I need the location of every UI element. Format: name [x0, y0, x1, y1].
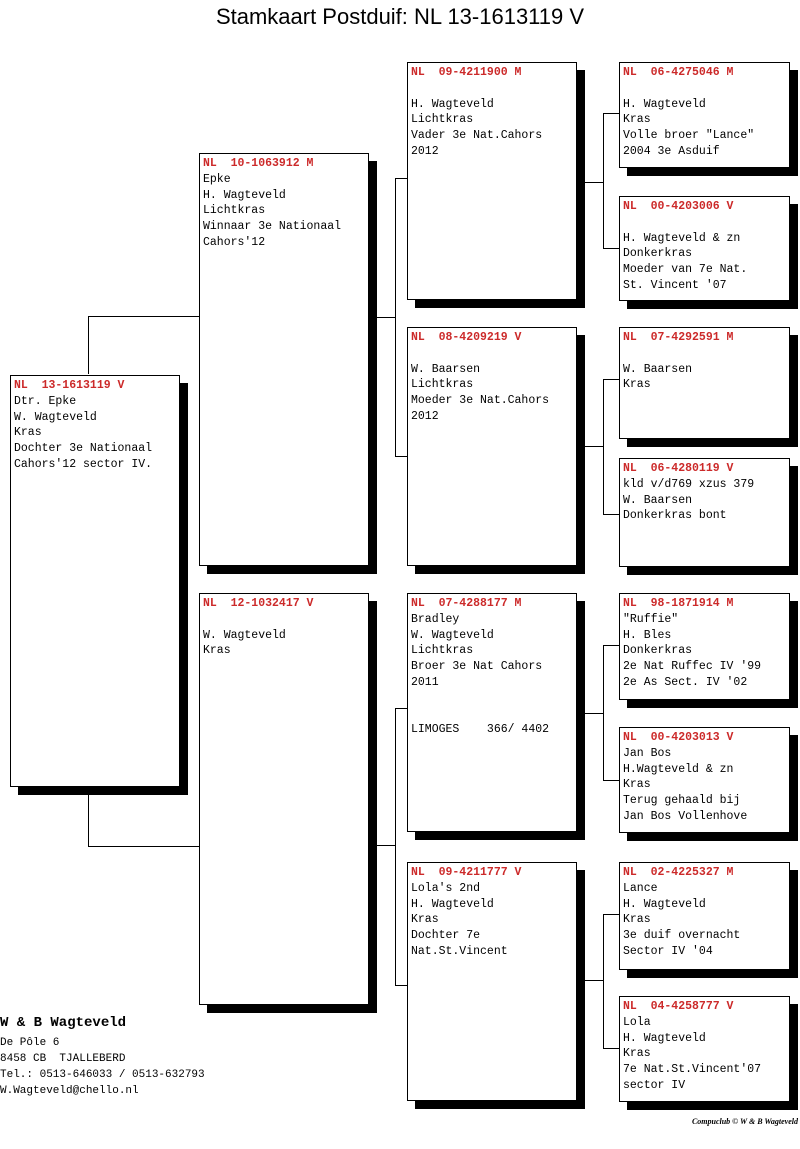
ring-number: NL 10-1063912 M: [203, 157, 314, 170]
pigeon-card-fff: [619, 62, 790, 168]
connector-mother-out: [377, 845, 395, 846]
connector-mf-out: [585, 713, 603, 714]
info-line: Lichtkras: [411, 113, 474, 127]
ring-number: NL 13-1613119 V: [14, 379, 125, 392]
info-line: 7e Nat.St.Vincent'07: [623, 1063, 762, 1077]
ring-number: NL 04-4258777 V: [623, 1000, 734, 1013]
connector-mm-branch: [603, 914, 604, 1048]
info-line: Kras: [623, 113, 651, 127]
owner-info: [0, 1015, 205, 1099]
pigeon-card-ffm: [619, 196, 790, 301]
connector-to-mm: [395, 985, 407, 986]
info-line: Lichtkras: [203, 204, 266, 218]
connector-to-mmf: [603, 914, 619, 915]
pigeon-card-father: [199, 153, 369, 566]
connector-ff-branch: [603, 113, 604, 248]
info-line: Nat.St.Vincent: [411, 944, 508, 958]
connector-to-mf: [395, 708, 407, 709]
connector-subject-lower: [88, 793, 89, 846]
info-line: H. Wagteveld: [623, 97, 706, 111]
info-line: Lola: [623, 1015, 651, 1029]
pigeon-card-mfm: [619, 727, 790, 833]
info-line: 2e As Sect. IV '02: [623, 675, 748, 689]
info-line: 2004 3e Asduif: [623, 144, 720, 158]
info-line: 3e duif overnacht: [623, 929, 741, 943]
info-line: Kras: [14, 426, 42, 440]
connector-to-mff: [603, 645, 619, 646]
info-line: W. Baarsen: [623, 493, 693, 507]
info-line: Kras: [203, 644, 231, 658]
ring-number: NL 06-4280119 V: [623, 462, 734, 475]
info-line: 2011: [411, 675, 439, 689]
info-line: Sector IV '04: [623, 944, 713, 958]
connector-to-ffm: [603, 248, 619, 249]
info-line: Cahors'12: [203, 235, 266, 249]
ring-number: NL 12-1032417 V: [203, 597, 314, 610]
ring-number: NL 02-4225327 M: [623, 866, 734, 879]
connector-fm-out: [585, 446, 603, 447]
info-line: Kras: [623, 1047, 651, 1061]
pigeon-card-subject: [10, 375, 180, 787]
info-line: 2012: [411, 144, 439, 158]
info-line: Broer 3e Nat Cahors: [411, 660, 543, 674]
owner-city: 8458 CB TJALLEBERD: [0, 1053, 126, 1065]
info-line: Lichtkras: [411, 644, 474, 658]
info-line: St. Vincent '07: [623, 278, 727, 292]
connector-ff-out: [585, 182, 603, 183]
ring-number: NL 98-1871914 M: [623, 597, 734, 610]
info-line: Moeder 3e Nat.Cahors: [411, 394, 550, 408]
info-line: Donkerkras: [623, 644, 693, 658]
info-line: H.Wagteveld & zn: [623, 762, 734, 776]
connector-to-fmf: [603, 379, 619, 380]
info-line: H. Bles: [623, 628, 672, 642]
connector-to-ff: [395, 178, 407, 179]
pigeon-card-mmf: [619, 862, 790, 970]
footer-credit: Compuclub © W & B Wagteveld: [691, 1117, 798, 1126]
connector-to-father: [88, 316, 199, 317]
owner-phone: Tel.: 0513-646033 / 0513-632793: [0, 1069, 205, 1081]
info-line: Epke: [203, 172, 231, 186]
info-line: Lance: [623, 881, 658, 895]
info-line: W. Wagteveld: [203, 628, 286, 642]
connector-to-fm: [395, 456, 407, 457]
ring-number: NL 08-4209219 V: [411, 331, 522, 344]
ring-number: NL 00-4203013 V: [623, 731, 734, 744]
info-line: kld v/d769 xzus 379: [623, 477, 755, 491]
info-line: Volle broer "Lance": [623, 129, 755, 143]
info-line: Jan Bos Vollenhove: [623, 809, 748, 823]
info-line: Donkerkras: [623, 247, 693, 261]
ring-number: NL 00-4203006 V: [623, 200, 734, 213]
info-line: Kras: [623, 913, 651, 927]
connector-mf-branch: [603, 645, 604, 780]
info-line: Cahors'12 sector IV.: [14, 457, 153, 471]
info-line: 2012: [411, 409, 439, 423]
pigeon-card-mmm: [619, 996, 790, 1102]
connector-mm-out: [585, 980, 603, 981]
pigeon-card-fmf: [619, 327, 790, 439]
info-line: H. Wagteveld: [623, 1031, 706, 1045]
info-line: "Ruffie": [623, 612, 679, 626]
info-line: H. Wagteveld: [411, 97, 494, 111]
connector-to-fmm: [603, 514, 619, 515]
ring-number: NL 09-4211900 M: [411, 66, 522, 79]
info-line: H. Wagteveld & zn: [623, 231, 741, 245]
info-line: Lola's 2nd: [411, 881, 481, 895]
pigeon-card-ff: [407, 62, 577, 300]
info-line: H. Wagteveld: [623, 897, 706, 911]
info-line: Kras: [623, 778, 651, 792]
info-line: W. Wagteveld: [14, 410, 97, 424]
info-line: Winnaar 3e Nationaal: [203, 220, 342, 234]
info-line: Kras: [623, 378, 651, 392]
ring-number: NL 07-4288177 M: [411, 597, 522, 610]
pigeon-card-mother: [199, 593, 369, 1005]
info-line: W. Wagteveld: [411, 628, 494, 642]
connector-father-out: [377, 317, 395, 318]
owner-name: W & B Wagteveld: [0, 1015, 127, 1031]
connector-to-mfm: [603, 780, 619, 781]
info-line: H. Wagteveld: [411, 897, 494, 911]
pigeon-card-mff: [619, 593, 790, 700]
info-line: Moeder van 7e Nat.: [623, 263, 748, 277]
ring-number: NL 07-4292591 M: [623, 331, 734, 344]
ring-number: NL 09-4211777 V: [411, 866, 522, 879]
connector-to-fff: [603, 113, 619, 114]
info-line: Dtr. Epke: [14, 394, 77, 408]
info-line: W. Baarsen: [623, 362, 693, 376]
race-result: LIMOGES 366/ 4402: [411, 723, 550, 737]
info-line: Donkerkras bont: [623, 509, 727, 523]
pigeon-card-fmm: [619, 458, 790, 567]
pigeon-card-mf: [407, 593, 577, 832]
info-line: Kras: [411, 913, 439, 927]
connector-to-mmm: [603, 1048, 619, 1049]
info-line: Terug gehaald bij: [623, 794, 741, 808]
info-line: Dochter 3e Nationaal: [14, 442, 153, 456]
owner-email: W.Wagteveld@chello.nl: [0, 1085, 139, 1097]
info-line: Lichtkras: [411, 378, 474, 392]
connector-mother-branch: [395, 708, 396, 985]
info-line: Dochter 7e: [411, 929, 481, 943]
info-line: Vader 3e Nat.Cahors: [411, 129, 543, 143]
info-line: Jan Bos: [623, 746, 672, 760]
owner-address: De Pôle 6: [0, 1037, 60, 1049]
connector-fm-branch: [603, 379, 604, 514]
info-line: 2e Nat Ruffec IV '99: [623, 660, 762, 674]
info-line: Bradley: [411, 612, 460, 626]
info-line: H. Wagteveld: [203, 188, 286, 202]
ring-number: NL 06-4275046 M: [623, 66, 734, 79]
page-title: Stamkaart Postduif: NL 13-1613119 V: [215, 4, 585, 29]
connector-to-mother: [88, 846, 199, 847]
connector-subject: [88, 316, 89, 374]
connector-father-branch: [395, 178, 396, 456]
info-line: W. Baarsen: [411, 362, 481, 376]
pigeon-card-fm: [407, 327, 577, 566]
info-line: sector IV: [623, 1078, 686, 1092]
pigeon-card-mm: [407, 862, 577, 1101]
